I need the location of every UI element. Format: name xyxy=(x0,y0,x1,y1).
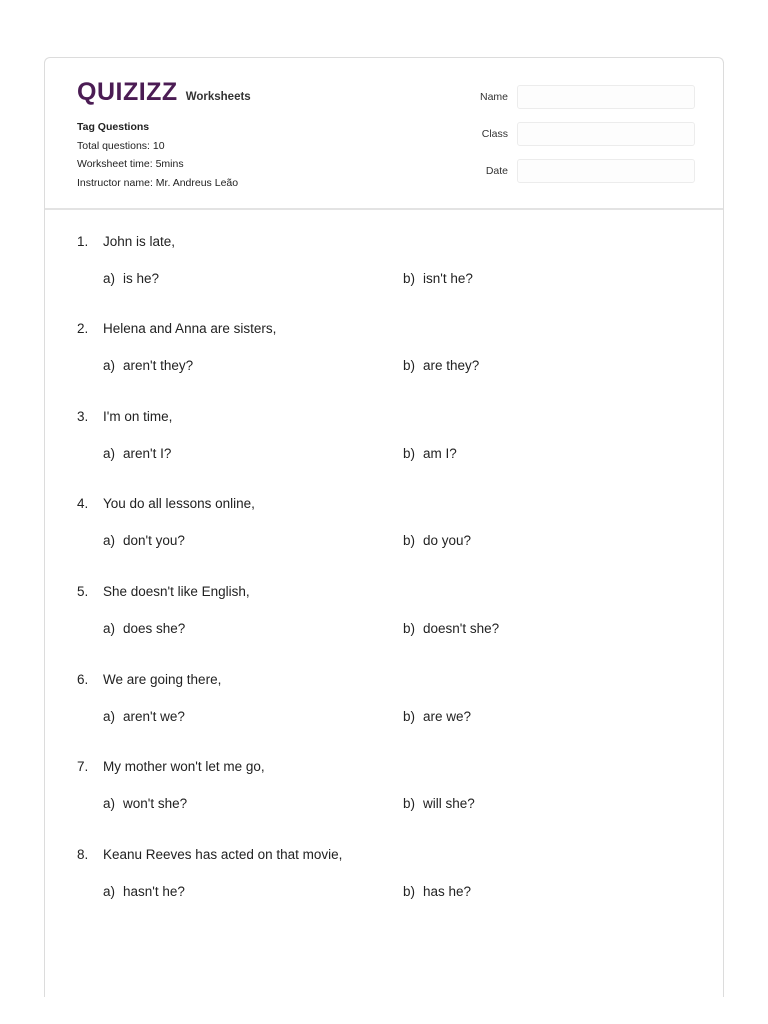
option-text: are we? xyxy=(423,708,472,724)
question-number: 2. xyxy=(77,321,89,336)
option-a[interactable] xyxy=(103,271,403,286)
question-text: We are going there, xyxy=(103,671,222,687)
option-letter: a) xyxy=(103,445,116,461)
option-a[interactable] xyxy=(103,709,403,724)
logo-subtitle: Worksheets xyxy=(185,91,251,103)
name-field[interactable] xyxy=(517,85,695,109)
question-text: Keanu Reeves has acted on that movie, xyxy=(103,846,343,862)
option-text: do you? xyxy=(423,533,472,548)
question-text: Helena and Anna are sisters, xyxy=(103,321,277,336)
question-number: 4. xyxy=(77,496,89,511)
question-item xyxy=(77,669,677,726)
option-letter: a) xyxy=(103,358,116,373)
option-b[interactable] xyxy=(403,533,471,548)
option-text: aren't they? xyxy=(123,358,194,373)
option-letter: b) xyxy=(403,708,416,724)
question-item xyxy=(77,494,677,551)
student-info-fields xyxy=(465,85,695,196)
option-b[interactable] xyxy=(403,709,471,724)
question-text: My mother won't let me go, xyxy=(103,759,265,774)
option-a[interactable] xyxy=(103,884,403,899)
option-letter: a) xyxy=(103,533,116,548)
date-label: Date xyxy=(485,165,508,177)
option-b[interactable] xyxy=(403,884,471,899)
question-item xyxy=(77,581,677,638)
option-text: doesn't she? xyxy=(423,620,500,636)
question-text: John is late, xyxy=(103,233,176,249)
option-text: aren't we? xyxy=(123,708,185,724)
option-b[interactable] xyxy=(403,358,479,373)
worksheet-header xyxy=(45,58,723,210)
option-text: am I? xyxy=(423,445,457,461)
question-item xyxy=(77,757,677,814)
date-field[interactable] xyxy=(517,159,695,183)
question-number: 8. xyxy=(77,846,89,862)
option-text: isn't he? xyxy=(423,270,473,286)
option-letter: b) xyxy=(403,620,416,636)
total-questions: Total questions: 10 xyxy=(77,139,165,152)
option-b[interactable] xyxy=(403,446,457,461)
name-label: Name xyxy=(479,91,508,103)
worksheet-title: Tag Questions xyxy=(77,121,150,133)
worksheet-time: Worksheet time: 5mins xyxy=(77,158,184,170)
class-field[interactable] xyxy=(517,122,695,146)
class-field-row xyxy=(465,122,695,146)
question-number: 3. xyxy=(77,408,89,424)
option-b[interactable] xyxy=(403,621,499,636)
question-item xyxy=(77,406,677,463)
question-item xyxy=(77,231,677,288)
question-item xyxy=(77,844,677,901)
worksheet-page xyxy=(44,57,724,997)
option-b[interactable] xyxy=(403,796,475,811)
question-number: 1. xyxy=(77,233,89,249)
option-text: aren't I? xyxy=(123,445,172,461)
question-text: I'm on time, xyxy=(103,408,173,424)
option-a[interactable] xyxy=(103,796,403,811)
option-letter: a) xyxy=(103,270,116,286)
option-letter: b) xyxy=(403,883,416,899)
option-text: are they? xyxy=(423,358,480,373)
option-letter: b) xyxy=(403,533,416,548)
option-a[interactable] xyxy=(103,533,403,548)
option-a[interactable] xyxy=(103,446,403,461)
instructor-name: Instructor name: Mr. Andreus Leão xyxy=(77,176,239,189)
option-letter: a) xyxy=(103,620,116,636)
option-text: don't you? xyxy=(123,533,185,548)
question-number: 6. xyxy=(77,671,89,687)
option-letter: a) xyxy=(103,796,116,811)
question-text: You do all lessons online, xyxy=(103,496,255,511)
logo-mark: QUIZIZZ xyxy=(77,78,178,106)
question-item xyxy=(77,319,677,376)
option-a[interactable] xyxy=(103,621,403,636)
date-field-row xyxy=(465,159,695,183)
question-number: 7. xyxy=(77,759,89,774)
option-text: will she? xyxy=(423,796,475,811)
worksheet-meta xyxy=(77,118,238,192)
option-text: is he? xyxy=(123,270,160,286)
option-letter: b) xyxy=(403,445,416,461)
quizizz-logo xyxy=(77,78,251,107)
class-label: Class xyxy=(481,128,508,140)
option-text: won't she? xyxy=(123,796,188,811)
option-letter: b) xyxy=(403,270,416,286)
option-letter: a) xyxy=(103,883,116,899)
question-text: She doesn't like English, xyxy=(103,583,250,599)
option-letter: a) xyxy=(103,708,116,724)
option-letter: b) xyxy=(403,796,416,811)
option-text: does she? xyxy=(123,620,186,636)
option-text: has he? xyxy=(423,883,472,899)
option-a[interactable] xyxy=(103,358,403,373)
question-number: 5. xyxy=(77,583,89,599)
option-b[interactable] xyxy=(403,271,473,286)
name-field-row xyxy=(465,85,695,109)
option-letter: b) xyxy=(403,358,416,373)
option-text: hasn't he? xyxy=(123,883,185,899)
